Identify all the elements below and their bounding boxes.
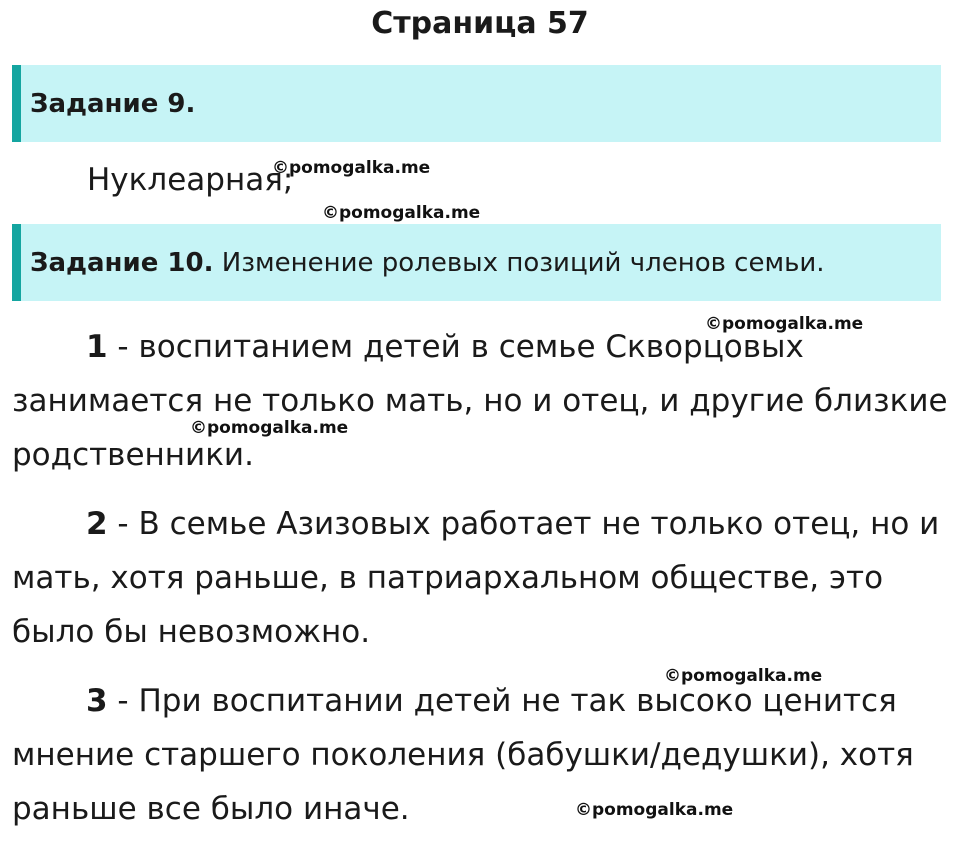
answer-paragraph-2 <box>12 497 952 659</box>
task-9-header <box>12 65 941 142</box>
watermark: ©pomogalka.me <box>664 666 823 686</box>
task-10-text: Изменение ролевых позиций членов семьи. <box>213 247 825 278</box>
task-9-label: Задание 9. <box>30 88 196 119</box>
paragraph-text: - воспитанием детей в семье Скворцовых занимается не только мать, но и отец, и другие близкие родственники. <box>12 329 948 473</box>
task-10-header <box>12 224 941 301</box>
watermark: ©pomogalka.me <box>190 418 349 438</box>
watermark: ©pomogalka.me <box>322 203 481 223</box>
paragraph-text: - При воспитании детей не так высоко ценится мнение старшего поколения (бабушки/дедушки), хотя раньше все было иначе. <box>12 683 914 827</box>
paragraph-text: - В семье Азизовых работает не только отец, но и мать, хотя раньше, в патриархальном обществе, это было бы невозможно. <box>12 506 940 650</box>
paragraph-number: 1 <box>86 329 108 365</box>
paragraph-number: 3 <box>86 683 108 719</box>
answer-paragraph-3 <box>12 674 952 836</box>
watermark: ©pomogalka.me <box>272 158 431 178</box>
watermark: ©pomogalka.me <box>705 314 864 334</box>
task-10-label: Задание 10. <box>30 247 214 278</box>
page-title: Страница 57 <box>371 6 589 41</box>
watermark: ©pomogalka.me <box>575 800 734 820</box>
paragraph-number: 2 <box>86 506 108 542</box>
answer-paragraph-1 <box>12 320 952 482</box>
task-9-answer: Нуклеарная; <box>87 162 294 198</box>
